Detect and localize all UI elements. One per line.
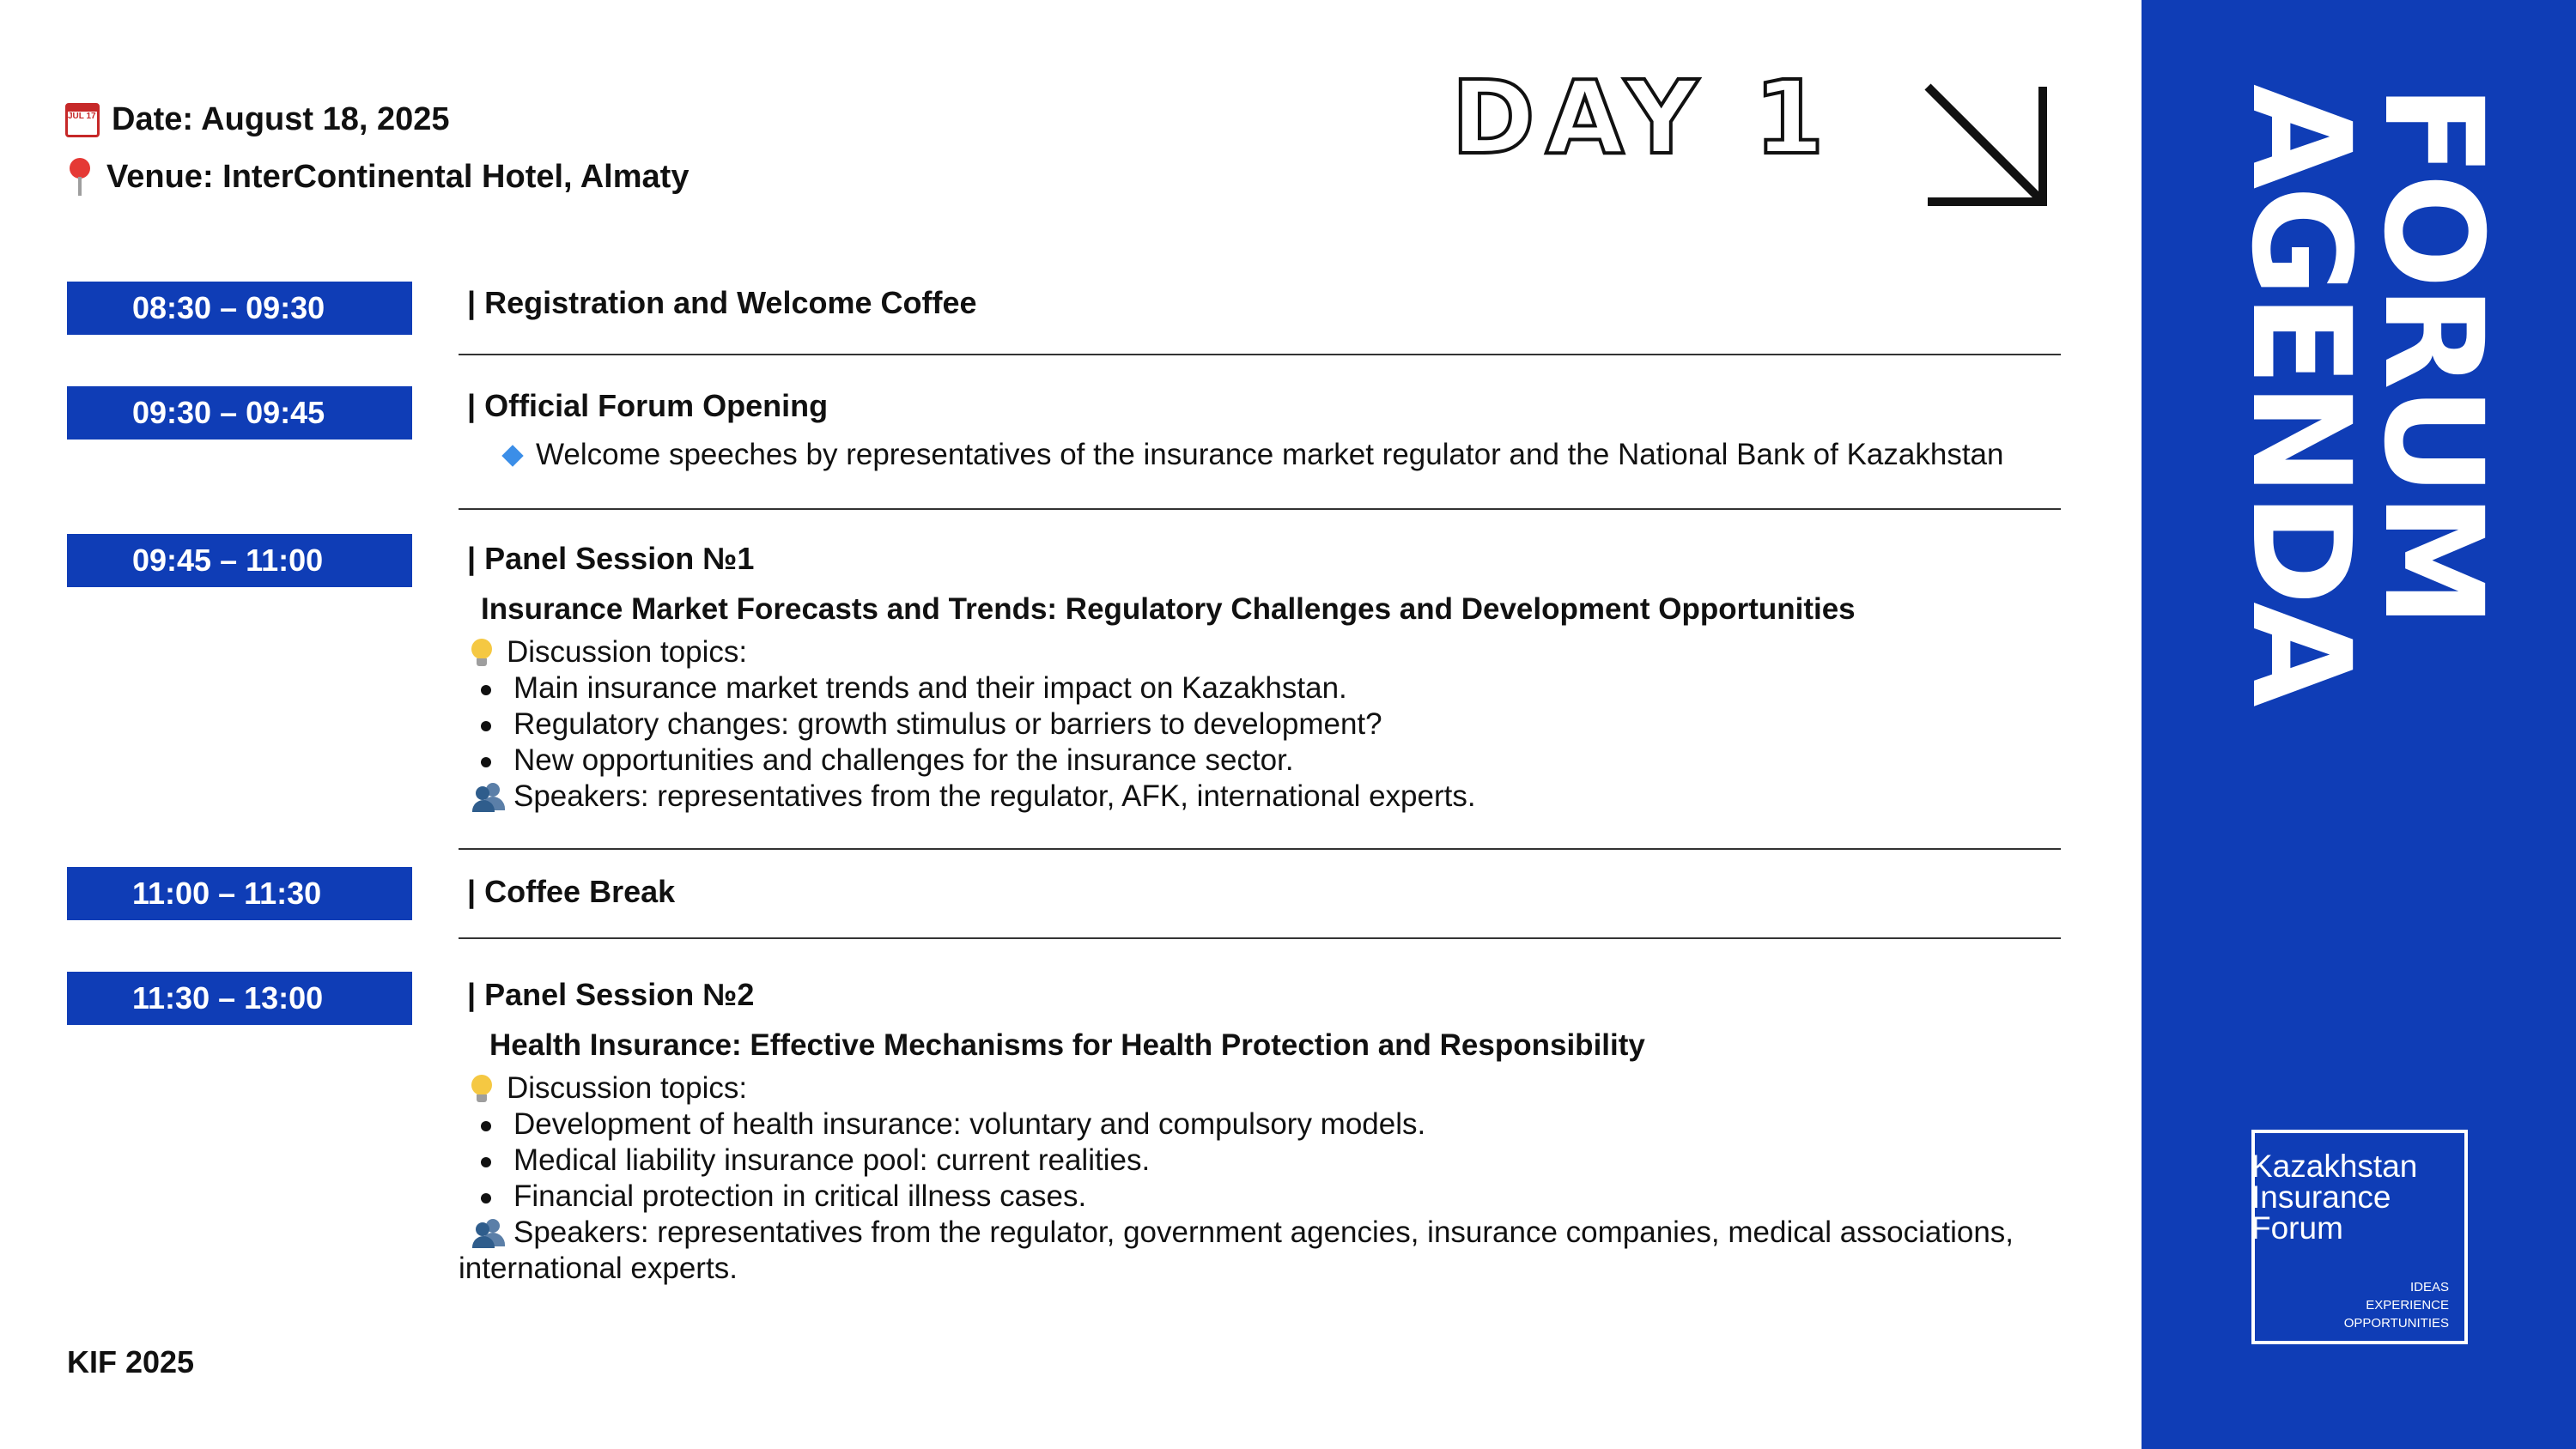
topic-item: New opportunities and challenges for the insurance sector.: [513, 743, 1294, 777]
pin-icon: [65, 158, 94, 196]
time-badge: 11:30 – 13:00: [67, 972, 412, 1025]
divider: [459, 354, 2061, 355]
time-badge: 09:30 – 09:45: [67, 386, 412, 440]
bullet-icon: [481, 757, 491, 767]
session-subtitle: Insurance Market Forecasts and Trends: Regulatory Challenges and Development Opportunities: [481, 592, 1856, 626]
logo-line: Insurance: [2251, 1179, 2391, 1215]
topic-item: Development of health insurance: voluntary and compulsory models.: [513, 1107, 1426, 1141]
divider: [459, 937, 2061, 939]
time-badge: 08:30 – 09:30: [67, 282, 412, 335]
session-title: | Official Forum Opening: [467, 388, 829, 423]
logo-line: Kazakhstan: [2251, 1149, 2418, 1184]
session-title: | Panel Session №1: [467, 541, 755, 576]
bullet-icon: [481, 685, 491, 695]
logo-tag: IDEAS: [2409, 1280, 2449, 1294]
event-venue-text: Venue: InterContinental Hotel, Almaty: [106, 158, 690, 195]
event-venue: [65, 158, 689, 196]
people-icon: [472, 1217, 507, 1248]
speakers-text: Speakers: representatives from the regulator, AFK, international experts.: [513, 779, 1476, 813]
day-title: DAY 1: [1451, 58, 1835, 177]
session-subtitle: Health Insurance: Effective Mechanisms for Health Protection and Responsibility: [489, 1028, 1645, 1062]
speakers-text-continued: international experts.: [459, 1252, 738, 1285]
session-title: | Panel Session №2: [467, 977, 755, 1012]
divider: [459, 848, 2061, 850]
topic-item: Main insurance market trends and their impact on Kazakhstan.: [513, 671, 1347, 705]
arrow-down-right-icon: [1923, 82, 2052, 211]
time-badge: 09:45 – 11:00: [67, 534, 412, 587]
footer-label: KIF 2025: [67, 1344, 195, 1379]
topics-label: Discussion topics:: [507, 635, 748, 669]
logo-tag: EXPERIENCE: [2366, 1298, 2449, 1313]
bullet-icon: [481, 1157, 491, 1167]
topic-item: Financial protection in critical illness cases.: [513, 1179, 1087, 1213]
calendar-icon: JUL 17: [65, 103, 100, 137]
divider: [459, 508, 2061, 510]
topics-label: Discussion topics:: [507, 1071, 748, 1105]
bullet-icon: [481, 1121, 491, 1131]
topic-item: Regulatory changes: growth stimulus or barriers to development?: [513, 707, 1382, 741]
topic-item: Medical liability insurance pool: current realities.: [513, 1143, 1151, 1177]
side-title-forum: FORUM: [2354, 84, 2512, 625]
bullet-icon: [481, 1193, 491, 1203]
people-icon: [472, 781, 507, 812]
session-title: | Coffee Break: [467, 874, 676, 909]
time-badge: 11:00 – 11:30: [67, 867, 412, 920]
lightbulb-icon: [471, 1075, 493, 1104]
speakers-text: Speakers: representatives from the regulator, government agencies, insurance companies, medical associations,: [513, 1216, 2014, 1249]
logo-line: Forum: [2251, 1210, 2343, 1246]
session-title: | Registration and Welcome Coffee: [467, 285, 977, 320]
event-date: [65, 101, 450, 138]
bullet-icon: [481, 721, 491, 731]
side-title-agenda: AGENDA: [2221, 84, 2379, 704]
session-note: Welcome speeches by representatives of the insurance market regulator and the National Bank of Kazakhstan: [536, 438, 2004, 471]
logo-tag: OPPORTUNITIES: [2343, 1316, 2449, 1331]
diamond-icon: [501, 445, 523, 466]
event-date-text: Date: August 18, 2025: [112, 101, 450, 137]
lightbulb-icon: [471, 639, 493, 668]
forum-logo: [2251, 1130, 2468, 1344]
